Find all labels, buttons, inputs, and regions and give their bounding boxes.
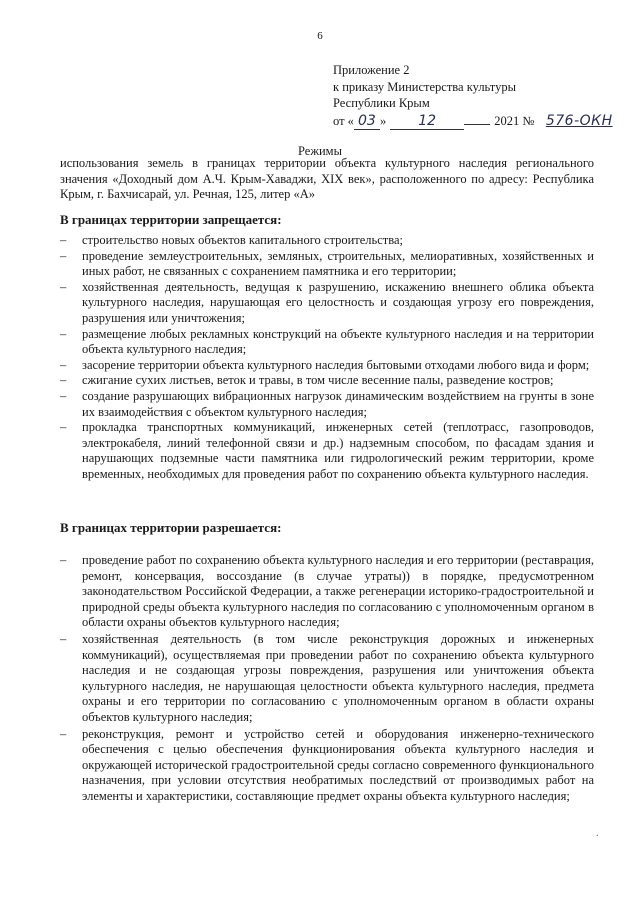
appendix-block xyxy=(333,62,624,130)
document-subtitle: использования земель в границах территории объекта культурного наследия регионального значения «Доходный дом А.Ч. Крым-Хаваджи, XIX век», расположенного по адресу: Республика Крым, г. Бахчисарай, ул. Речная, 125, литер «А» xyxy=(60,156,594,201)
list-item: – сжигание сухих листьев, веток и травы, в том числе весенние палы, разведение костров; xyxy=(60,373,554,388)
list-item: – строительство новых объектов капитального строительства; xyxy=(60,233,403,247)
list-dash: – xyxy=(60,326,67,341)
list-item: – реконструкция, ремонт и устройство сетей и оборудования инженерно-технического обеспечения с целью обеспечения функционирования объекта культурного наследия и окружающей исторической градостроительной среды согласно современного функционального назначения, при условии отсутствия необратимых последствий от производимых работ на элементы и характеристики, составляющие предмет охраны объекта культурного наследия; xyxy=(60,726,594,803)
list-item: – хозяйственная деятельность, ведущая к разрушению, искажению внешнего облика объекта культурного наследия, нарушающая его целостность и создающая угрозу его повреждения, разрушения или уничтожения; xyxy=(60,279,594,325)
document-title: Режимы xyxy=(298,144,342,158)
list-item: – проведение землеустроительных, земляных, строительных, мелиоративных, хозяйственных и иных работ, не связанных с сохранением памятника и его территории; xyxy=(60,248,594,279)
appendix-date-line xyxy=(333,112,624,130)
allowed-heading: В границах территории разрешается: xyxy=(60,520,282,535)
list-dash: – xyxy=(60,373,67,388)
list-dash: – xyxy=(60,279,67,294)
prohibited-heading: В границах территории запрещается: xyxy=(60,212,282,227)
list-dash: – xyxy=(60,357,67,372)
allowed-list xyxy=(60,553,594,806)
date-mid: » xyxy=(379,113,387,128)
list-item: – размещение любых рекламных конструкций на объекте культурного наследия и на территории объекта культурного наследия; xyxy=(60,326,594,357)
prohibited-list xyxy=(60,233,594,483)
page-number: 6 xyxy=(317,30,323,42)
list-dash: – xyxy=(60,631,67,646)
list-dash: – xyxy=(60,420,67,435)
list-item: – засорение территории объекта культурного наследия бытовыми отходами любого вида и форм; xyxy=(60,357,590,372)
handwritten-doc-number: 576-ОКН xyxy=(545,112,613,129)
date-year: 2021 № xyxy=(494,113,535,128)
list-item: – проведение работ по сохранению объекта культурного наследия и его территории (реставрация, ремонт, консервация, воссоздание (в случае утраты)) в порядке, предусмотренном законодательством Российской Федерации, а также регенерации историко-градостроительной и природной среды объекта культурного наследия по согласованию с уполномоченным органом в области охраны объектов культурного наследия; xyxy=(60,553,594,630)
appendix-line-3: Республики Крым xyxy=(333,96,430,110)
list-dash: – xyxy=(60,553,67,567)
list-item: – создание разрушающих вибрационных нагрузок динамическим воздействием на грунты в зоне их взаимодействия с объектом культурного наследия; xyxy=(60,388,594,419)
bottom-mark: . xyxy=(596,828,599,839)
list-item: – хозяйственная деятельность (в том числе реконструкция дорожных и инженерных коммуникаций), осуществляемая при проведении работ по сохранению объекта культурного наследия и не создающая угрозы повреждения, разрушения или уничтожения объекта культурного наследия, не нарушающая целостности объекта культурного наследия, предмета охраны и его территории по согласованию с уполномоченным органом в области охраны объектов культурного наследия; xyxy=(60,631,594,724)
date-blank xyxy=(464,112,490,125)
appendix-line-2: к приказу Министерства культуры xyxy=(333,79,516,94)
list-item: – прокладка транспортных коммуникаций, инженерных сетей (теплотрасс, газопроводов, электрокабеля, линий телефонной связи и др.) надземным способом, по фасадам здания и нарушающих подземные части памятника или гидрологический режим территории, кроме временных, необходимых для проведения работ по сохранению объекта культурного наследия. xyxy=(60,420,594,481)
appendix-line-1: Приложение 2 xyxy=(333,63,410,77)
handwritten-day: 03 xyxy=(354,114,380,130)
date-prefix: от « xyxy=(333,113,354,128)
list-dash: – xyxy=(60,233,67,247)
list-dash: – xyxy=(60,726,67,741)
list-dash: – xyxy=(60,388,67,403)
list-dash: – xyxy=(60,248,67,263)
handwritten-month: 12 xyxy=(390,114,464,130)
